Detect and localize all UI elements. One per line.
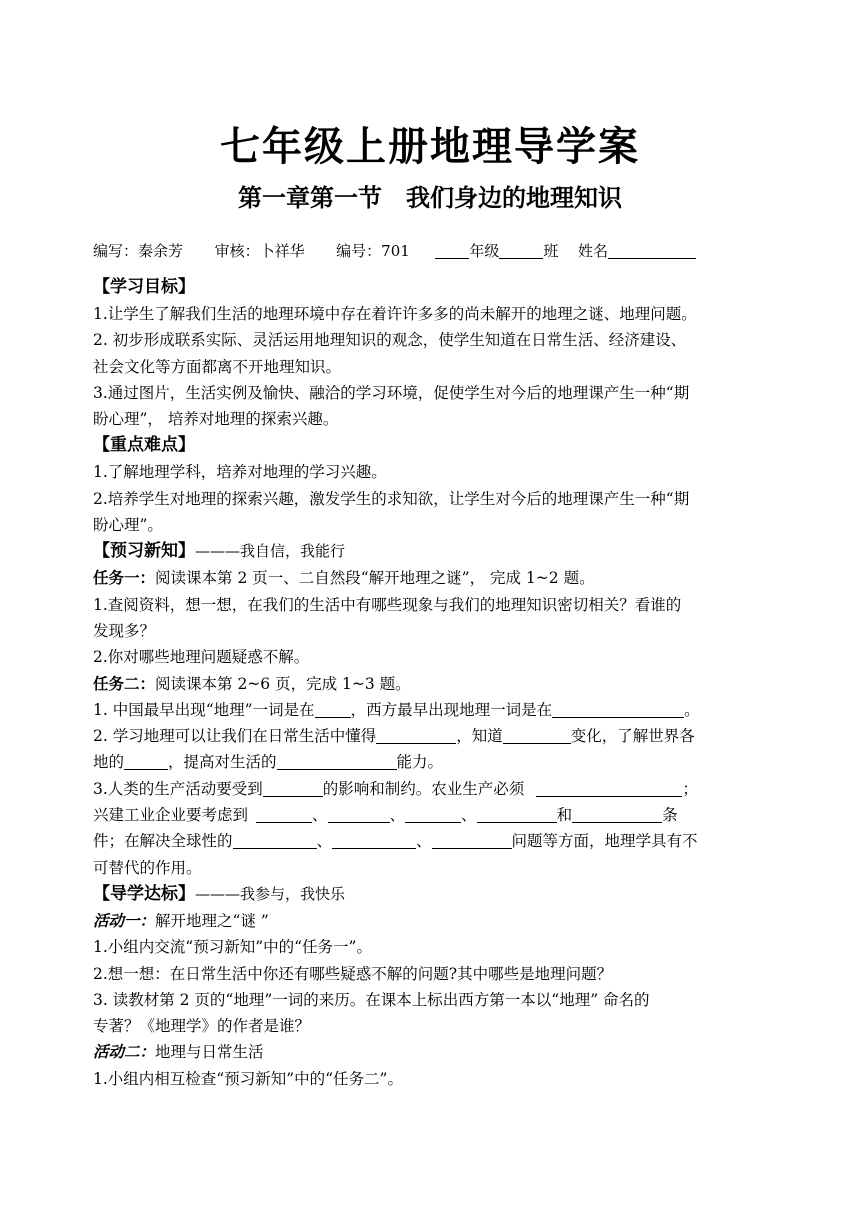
activity-item: 1.小组内相互检查“预习新知”中的“任务二”。 [93, 1069, 403, 1088]
fill-text: 、 [416, 832, 432, 851]
fill-line-3c [93, 828, 768, 854]
activity1-line [93, 908, 768, 934]
fill-blank[interactable] [328, 805, 390, 823]
question-line: 1.查阅资料，想一想，在我们的生活中有哪些现象与我们的地理知识密切相关？看谁的 [93, 595, 682, 614]
fill-text: 能力。 [396, 753, 444, 772]
fill-line-2b [93, 749, 768, 775]
goals-line: 2. 初步形成联系实际、灵活运用地理知识的观念，使学生知道在日常生活、经济建设、 [93, 331, 687, 350]
fill-text: 、 [316, 832, 333, 851]
preview-heading-suffix: ———我自信，我能行 [195, 542, 346, 561]
key-heading: 【重点难点】 [93, 435, 195, 456]
fill-blank[interactable] [263, 779, 323, 797]
task2-line [93, 671, 768, 697]
task1-label: 任务一： [93, 568, 156, 588]
fill-text: 兴建工业企业要考虑到 [93, 806, 249, 825]
fill-text: 的影响和制约。农业生产必须 [322, 779, 525, 798]
activity-item: 2.想一想：在日常生活中你还有哪些疑惑不解的问题?其中哪些是地理问题？ [93, 964, 613, 983]
target-heading-suffix: ———我参与，我快乐 [195, 884, 346, 903]
fill-text: 条 [662, 806, 678, 825]
fill-text: ，西方最早出现地理一词是在 [350, 700, 553, 719]
fill-line-3d: 可替代的作用。 [93, 858, 202, 877]
fill-blank[interactable] [277, 752, 397, 770]
key-line: 1.了解地理学科，培养对地理的学习兴趣。 [93, 463, 387, 482]
fill-text: 地的 [93, 753, 125, 772]
fill-blank[interactable] [124, 752, 168, 770]
task2-text: 阅读课本第 2~6 页，完成 1~3 题。 [155, 674, 411, 693]
target-heading [93, 881, 768, 908]
fill-text: 、 [312, 806, 328, 825]
name-blank[interactable] [608, 241, 696, 259]
fill-blank[interactable] [332, 831, 416, 849]
activity1-text: 解开地理之“谜 ” [155, 911, 269, 930]
fill-text: 变化，了解世界各 [570, 727, 695, 746]
fill-text: ； [682, 779, 698, 798]
fill-blank[interactable] [503, 726, 571, 744]
fill-blank[interactable] [432, 831, 512, 849]
fill-text: 和 [556, 806, 573, 825]
fill-text: 2. 学习地理可以让我们在日常生活中懂得 [93, 727, 377, 746]
activity2-text: 地理与日常生活 [155, 1043, 264, 1062]
fill-text: 3.人类的生产活动要受到 [93, 779, 263, 798]
name-label: 姓名 [577, 242, 608, 260]
fill-line-3b [93, 802, 768, 828]
grade-label: 年级 [469, 242, 500, 260]
question-line: 2.你对哪些地理问题疑惑不解。 [93, 648, 310, 667]
grade-blank[interactable] [435, 241, 469, 259]
fill-blank[interactable] [536, 779, 682, 797]
question-line: 发现多？ [93, 621, 156, 640]
goals-heading: 【学习目标】 [93, 277, 195, 297]
fill-blank[interactable] [405, 805, 461, 823]
activity-item: 专著？《地理学》的作者是谁？ [93, 1017, 311, 1036]
page-subtitle [0, 180, 860, 216]
fill-blank[interactable] [477, 805, 557, 823]
topic-label: 我们身边的地理知识 [406, 183, 622, 212]
fill-text: 。 [684, 700, 700, 719]
fill-blank[interactable] [572, 805, 662, 823]
task2-label: 任务二： [93, 673, 156, 693]
fill-blank[interactable] [552, 700, 684, 718]
preview-heading [93, 538, 768, 565]
activity2-line [93, 1039, 768, 1065]
reviewer-label: 审核：卜祥华 [214, 242, 305, 260]
key-line: 2.培养学生对地理的探索兴趣，激发学生的求知欲，让学生对今后的地理课产生一种“期 [93, 489, 690, 508]
worksheet-content [93, 274, 768, 1092]
fill-text: 1. 中国最早出现“地理”一词是在 [93, 700, 315, 719]
activity-item: 3. 读教材第 2 页的“地理”一词的来历。在课本上标出西方第一本以“地理” 命名的 [93, 990, 650, 1009]
fill-line-3 [93, 776, 768, 802]
meta-row [93, 238, 696, 264]
fill-blank[interactable] [233, 831, 317, 849]
class-blank[interactable] [499, 241, 543, 259]
fill-blank[interactable] [256, 805, 312, 823]
activity2-label: 活动二： [93, 1042, 156, 1062]
task1-line [93, 565, 768, 591]
activity-item: 1.小组内交流“预习新知”中的“任务一”。 [93, 938, 372, 957]
number-label: 编号：701 [336, 242, 410, 260]
chapter-label: 第一章第一节 [238, 183, 382, 212]
key-line: 盼心理”。 [93, 516, 163, 535]
fill-text: 件；在解决全球性的 [93, 832, 233, 851]
fill-line-2 [93, 723, 768, 749]
fill-blank[interactable] [376, 726, 456, 744]
goals-line: 盼心理”， 培养对地理的探索兴趣。 [93, 410, 339, 429]
fill-text: 、 [389, 806, 406, 825]
author-label: 编写：秦余芳 [93, 242, 184, 260]
fill-text: 问题等方面，地理学具有不 [511, 832, 698, 851]
fill-text: ，知道 [456, 727, 503, 746]
fill-text: ，提高对生活的 [168, 753, 277, 772]
goals-line: 社会文化等方面都离不开地理知识。 [93, 357, 342, 376]
activity1-label: 活动一： [93, 910, 156, 930]
target-heading-text: 【导学达标】 [93, 883, 195, 904]
goals-line: 1.让学生了解我们生活的地理环境中存在着许许多多的尚未解开的地理之谜、地理问题。 [93, 305, 697, 323]
fill-text: 、 [461, 806, 477, 825]
page-title: 七年级上册地理导学案 [220, 123, 640, 170]
task1-text: 阅读课本第 2 页一、二自然段“解开地理之谜”， 完成 1~2 题。 [155, 569, 595, 588]
class-label: 班 [543, 242, 559, 260]
preview-heading-text: 【预习新知】 [93, 541, 195, 562]
goals-line: 3.通过图片，生活实例及愉快、融洽的学习环境，促使学生对今后的地理课产生一种“期 [93, 383, 690, 402]
fill-line-1 [93, 697, 768, 723]
fill-blank[interactable] [315, 700, 351, 718]
